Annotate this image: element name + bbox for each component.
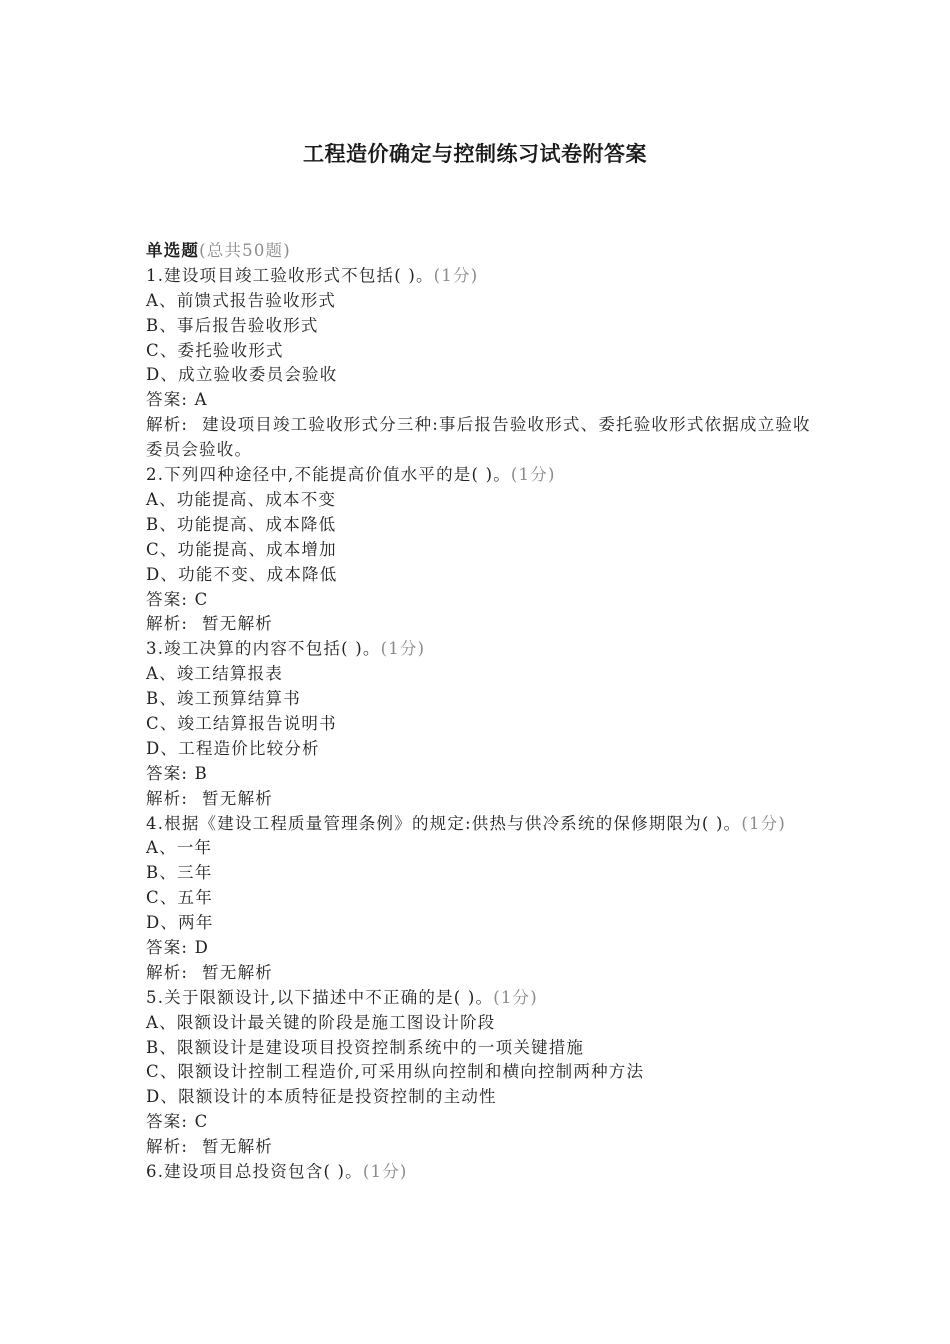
analysis-line — [146, 961, 816, 986]
question-stem — [146, 264, 816, 289]
answer-value: C — [194, 1112, 209, 1132]
option-d: D、功能不变、成本降低 — [146, 564, 338, 584]
question-score: (1分) — [510, 465, 556, 485]
answer-label: 答案: — [146, 937, 189, 957]
answer-line — [146, 588, 816, 613]
option-a: A、前馈式报告验收形式 — [146, 290, 337, 310]
answer-line — [146, 936, 816, 961]
answer-value: C — [194, 589, 209, 609]
option-b: B、限额设计是建设项目投资控制系统中的一项关键措施 — [146, 1037, 585, 1057]
answer-label: 答案: — [146, 390, 189, 410]
analysis-text: 暂无解析 — [202, 614, 273, 634]
option-c: C、委托验收形式 — [146, 340, 284, 360]
option-d: D、限额设计的本质特征是投资控制的主动性 — [146, 1087, 497, 1107]
analysis-label: 解析: — [146, 614, 189, 634]
answer-line — [146, 1110, 816, 1135]
document-title: 工程造价确定与控制练习试卷附答案 — [303, 141, 647, 166]
option-b: B、三年 — [146, 863, 213, 883]
question-text: 5.关于限额设计,以下描述中不正确的是( )。 — [146, 987, 494, 1007]
analysis-label: 解析: — [146, 788, 189, 808]
answer-label: 答案: — [146, 763, 189, 783]
option-a: A、一年 — [146, 838, 213, 858]
answer-label: 答案: — [146, 1112, 189, 1132]
option-b: B、竣工预算结算书 — [146, 689, 301, 709]
section-heading — [146, 239, 816, 264]
analysis-line — [146, 612, 816, 637]
analysis-text: 暂无解析 — [202, 962, 273, 982]
answer-value: B — [194, 763, 208, 783]
question-stem — [146, 812, 816, 837]
analysis-label: 解析: — [146, 415, 189, 435]
option-c: C、功能提高、成本增加 — [146, 539, 337, 559]
option-c: C、限额设计控制工程造价,可采用纵向控制和横向控制两种方法 — [146, 1062, 645, 1082]
question-stem — [146, 1160, 816, 1185]
option-a: A、竣工结算报表 — [146, 664, 284, 684]
section-label: 单选题 — [146, 241, 200, 260]
answer-line — [146, 388, 816, 413]
option-a: A、功能提高、成本不变 — [146, 489, 337, 509]
option-b: B、功能提高、成本降低 — [146, 514, 337, 534]
question-stem — [146, 463, 816, 488]
option-d: D、成立验收委员会验收 — [146, 365, 338, 385]
question-text: 4.根据《建设工程质量管理条例》的规定:供热与供冷系统的保修期限为( )。 — [146, 813, 742, 833]
analysis-text: 暂无解析 — [202, 788, 273, 808]
question-score: (1分) — [741, 813, 787, 833]
answer-label: 答案: — [146, 589, 189, 609]
section-count-note: (总共50题) — [199, 241, 291, 260]
analysis-line — [146, 413, 816, 463]
analysis-text: 建设项目竣工验收形式分三种:事后报告验收形式、委托验收形式依据成立验收委员会验收。 — [146, 415, 811, 460]
option-c: C、竣工结算报告说明书 — [146, 713, 337, 733]
answer-value: D — [194, 937, 210, 957]
answer-value: A — [194, 390, 208, 410]
question-text: 2.下列四种途径中,不能提高价值水平的是( )。 — [146, 465, 511, 485]
question-list — [146, 239, 816, 1185]
analysis-text: 暂无解析 — [202, 1137, 273, 1157]
question-score: (1分) — [493, 987, 538, 1007]
option-d: D、两年 — [146, 913, 214, 933]
question-text: 3.竣工决算的内容不包括( )。 — [146, 639, 381, 659]
analysis-label: 解析: — [146, 962, 189, 982]
analysis-line — [146, 1135, 816, 1160]
question-text: 1.建设项目竣工验收形式不包括( )。 — [146, 265, 434, 285]
option-c: C、五年 — [146, 888, 213, 908]
question-score: (1分) — [362, 1162, 408, 1181]
option-a: A、限额设计最关键的阶段是施工图设计阶段 — [146, 1012, 496, 1032]
question-stem — [146, 986, 816, 1011]
option-b: B、事后报告验收形式 — [146, 315, 319, 335]
answer-line — [146, 762, 816, 787]
analysis-line — [146, 787, 816, 812]
question-stem — [146, 637, 816, 662]
question-score: (1分) — [433, 265, 479, 285]
analysis-label: 解析: — [146, 1137, 189, 1157]
question-score: (1分) — [380, 639, 426, 659]
option-d: D、工程造价比较分析 — [146, 738, 320, 758]
question-text: 6.建设项目总投资包含( )。 — [146, 1162, 363, 1181]
